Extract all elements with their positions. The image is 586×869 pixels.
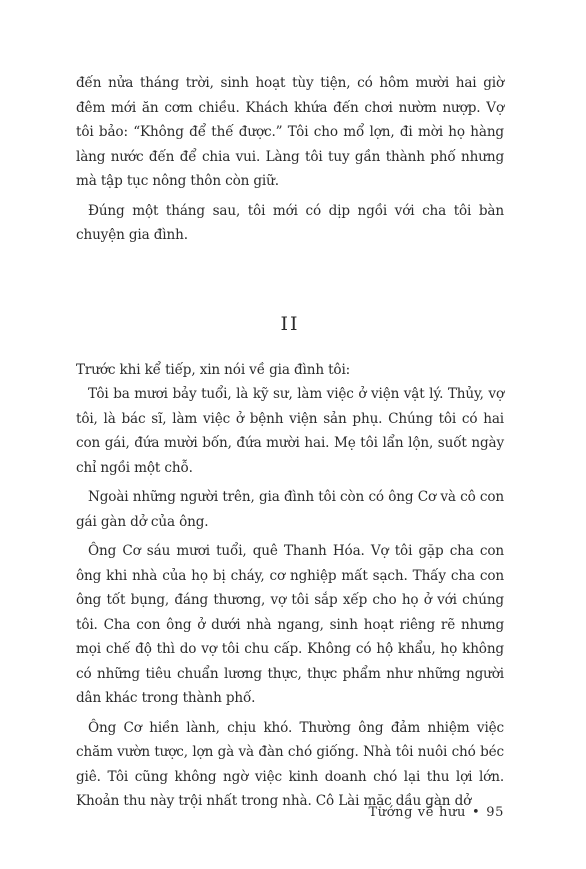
section-heading: II [280,312,300,335]
paragraph-ong-co-work: Ông Cơ hiền lành, chịu khó. Thường ông đảm nhiệm việc chăm vườn tược, lợn gà và đàn chó giống. Nhà tôi nuôi chó béc giê. Tôi cũng không ngờ việc kinh doanh chó lại thu lợi lớn. Khoản thu này trội nhất trong nhà. Cô Lài mặc dầu gàn dở [76,719,504,809]
page-body [76,71,504,814]
paragraph-intro-family: Trước khi kể tiếp, xin nói về gia đình tôi: [76,361,351,378]
paragraph-other-members: Ngoài những người trên, gia đình tôi còn có ông Cơ và cô con gái gàn dở của ông. [76,489,504,530]
paragraph-ong-co-background: Ông Cơ sáu mươi tuổi, quê Thanh Hóa. Vợ tôi gặp cha con ông khi nhà của họ bị cháy, cơ nghiệp mất sạch. Thấy cha con ông tốt bụng, đáng thương, vợ tôi sắp xếp cho họ ở với chúng tôi. Cha con ông ở dưới nhà ngang, sinh hoạt riêng rẽ nhưng mọi chế độ thì do vợ tôi chu cấp. Không có hộ khẩu, họ không có những tiêu chuẩn lương thực, thực phẩm như những người dân khác trong thành phố. [76,543,504,706]
running-title: Tướng về hưu [368,805,466,820]
page-number: 95 [486,805,504,820]
paragraph-one-month-later: Đúng một tháng sau, tôi mới có dịp ngồi với cha tôi bàn chuyện gia đình. [76,202,504,243]
paragraph-continuation: đến nửa tháng trời, sinh hoạt tùy tiện, có hôm mười hai giờ đêm mới ăn cơm chiều. Khách khứa đến chơi nườm nượp. Vợ tôi bảo: “Không để thế được.” Tôi cho mổ lợn, đi mời họ hàng làng nước đến để chia vui. Làng tôi tuy gần thành phố nhưng mà tập tục nông thôn còn giữ. [76,75,504,189]
page-footer [76,804,504,822]
footer-separator: • [471,805,481,820]
paragraph-narrator-family: Tôi ba mươi bảy tuổi, là kỹ sư, làm việc ở viện vật lý. Thủy, vợ tôi, là bác sĩ, làm việc ở bệnh viện sản phụ. Chúng tôi có hai con gái, đứa mười bốn, đứa mười hai. Mẹ tôi lẩn lộn, suốt ngày chỉ ngồi một chỗ. [76,386,504,476]
